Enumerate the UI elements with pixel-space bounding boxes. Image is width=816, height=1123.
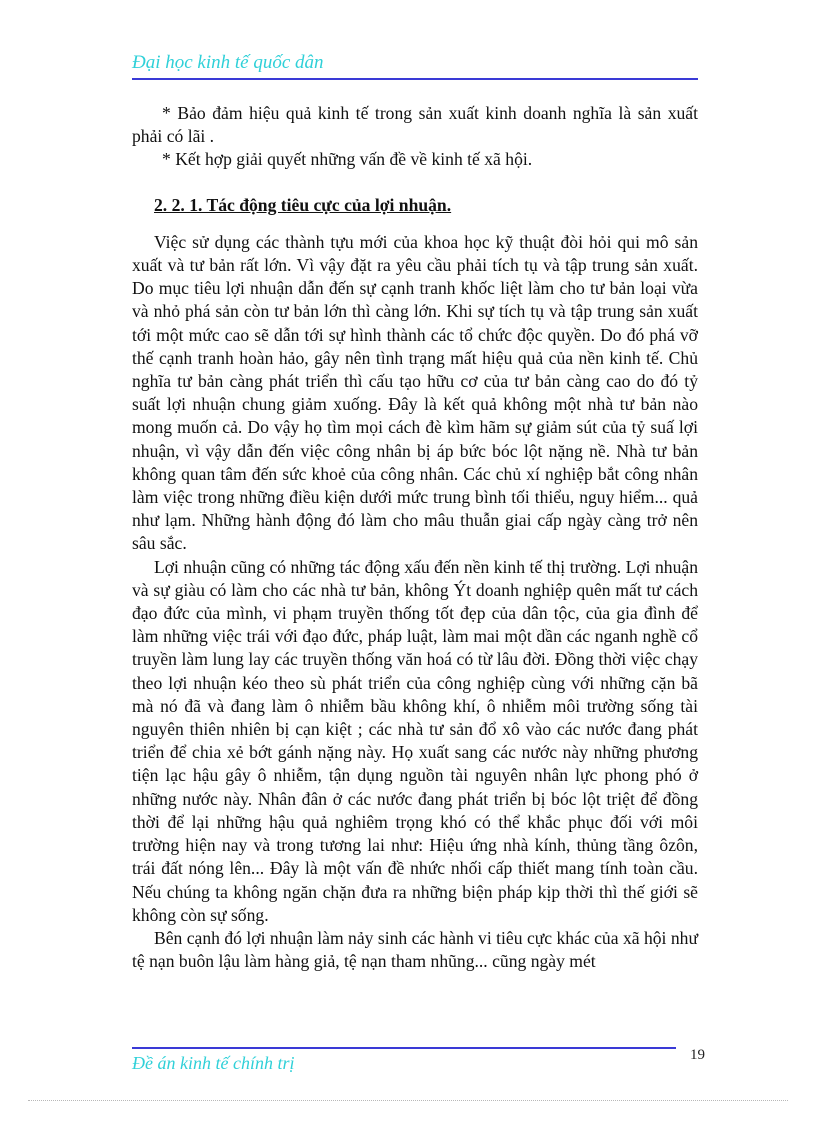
footer-divider [132, 1047, 676, 1049]
body-paragraph: Việc sử dụng các thành tựu mới của khoa học kỹ thuật đòi hỏi qui mô sản xuất và tư bản rất lớn. Vì vậy đặt ra yêu cầu phải tích tụ và tập trung sản xuất. Do mục tiêu lợi nhuận dẫn đến sự cạnh tranh khốc liệt làm cho tư bản loại vừa và nhỏ phá sản còn tư bản lớn thì càng lớn. Khi sự tích tụ và tập trung sản xuất tới một mức cao sẽ dẫn tới sự hình thành các tổ chức độc quyền. Do đó phá vỡ thế cạnh tranh hoàn hảo, gây nên tình trạng mất hiệu quả của nền kinh tế. Chủ nghĩa tư bản càng phát triển thì cấu tạo hữu cơ của tư bản càng cao do đó tỷ suất lợi nhuận chung giảm xuống. Đây là kết quả không một nhà tư bản nào mong muốn cả. Do vậy họ tìm mọi cách đè kìm hãm sự giảm sút của tỷ suấ lợi nhuận, vì vậy dẫn đến việc công nhân bị áp bức bóc lột nặng nề. Nhà tư bản không quan tâm đến sức khoẻ của công nhân. Các chủ xí nghiệp bắt công nhân làm việc trong những điều kiện dưới mức trung bình tối thiểu, nguy hiểm... quả như lạm. Những hành động đó làm cho mâu thuẫn giai cấp ngày càng trở nên sâu sắc. [132, 231, 698, 554]
document-body [132, 102, 698, 973]
page-header [132, 52, 698, 80]
bullet-item: * Bảo đảm hiệu quả kinh tế trong sản xuất kinh doanh nghĩa là sản xuất phải có lãi . [132, 103, 698, 147]
body-paragraph: Lợi nhuận cũng có những tác động xấu đến nền kinh tế thị trường. Lợi nhuận và sự giàu có làm cho các nhà tư bản, không Ýt doanh nghiệp quên mất tư cách đạo đức của mình, vi phạm truyền thống tốt đẹp của dân tộc, của gia đình để làm những việc trái với đạo đức, pháp luật, làm mai một dần các nganh nghề cổ truyền làm lung lay các truyền thống văn hoá có từ lâu đời. Đồng thời việc chạy theo lợi nhuận kéo theo sù phát triển của công nghiệp cùng với những cặn bã mà nó đã và đang làm ô nhiễm bầu không khí, ô nhiễm môi trường sống tài nguyên thiên nhiên bị cạn kiệt ; các nhà tư sản đổ xô vào các nước đang phát triển để chia xẻ bớt gánh nặng này. Họ xuất sang các nước này những phương tiện lạc hậu gây ô nhiễm, tận dụng nguồn tài nguyên nhân lực phong phó ở những nước này. Nhân đân ở các nước đang phát triển bị bóc lột triệt để đồng thời để lại những hậu quả nghiêm trọng khó có thể khắc phục đối với môi trường hiện nay và trong tương lai như: Hiệu ứng nhà kính, thủng tầng ôzôn, trái đất nóng lên... Đây là một vấn đề nhức nhối cấp thiết mang tính toàn cầu. Nếu chúng ta không ngăn chặn đưa ra những biện pháp kịp thời thì thế giới sẽ không còn sự sống. [132, 556, 698, 925]
header-title: Đại học kinh tế quốc dân [132, 52, 324, 73]
body-paragraph: Bên cạnh đó lợi nhuận làm nảy sinh các hành vi tiêu cực khác của xã hội như tệ nạn buôn lậu làm hàng giả, tệ nạn tham nhũng... cũng ngày mét [132, 927, 698, 972]
bullet-item: * Kết hợp giải quyết những vấn đề về kinh tế xã hội. [162, 149, 533, 170]
page-number: 19 [690, 1047, 705, 1063]
section-heading: 2. 2. 1. Tác động tiêu cực của lợi nhuận. [154, 194, 452, 215]
page-bottom-divider [28, 1100, 788, 1101]
footer-title: Đề án kinh tế chính trị [132, 1053, 295, 1073]
